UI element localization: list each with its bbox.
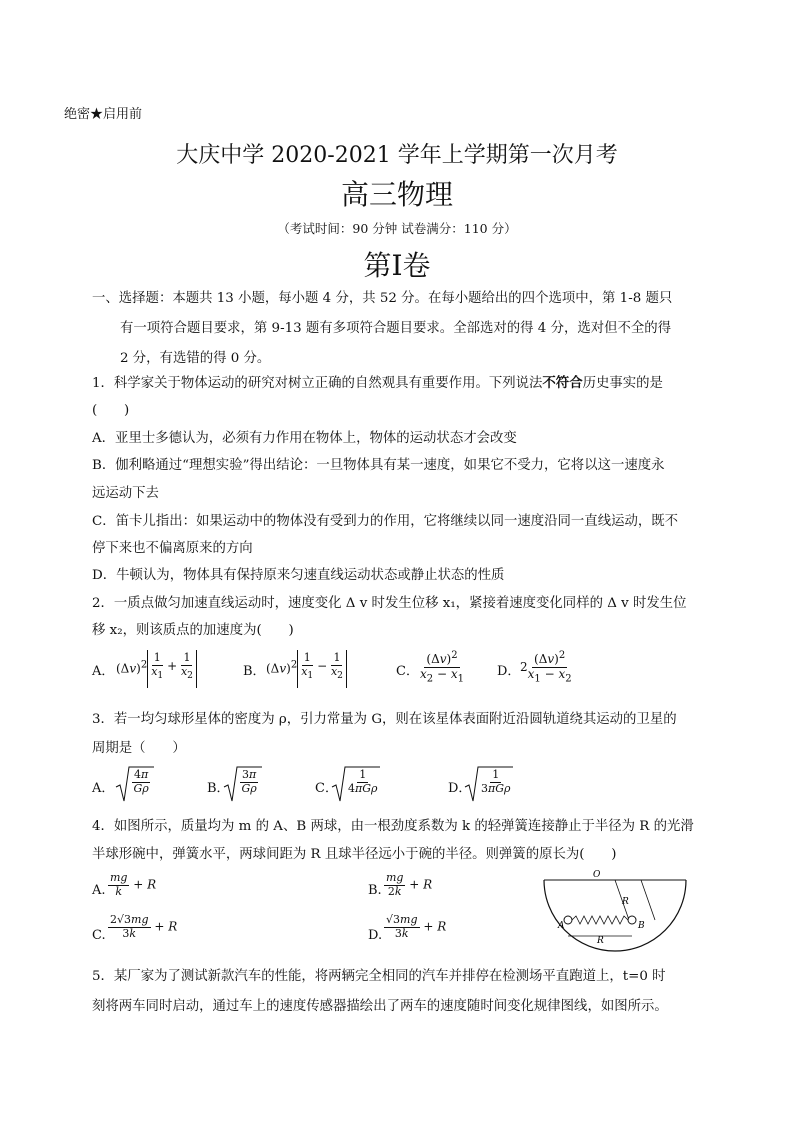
q3-option-c-formula: 1 4πGρ: [330, 765, 380, 808]
q1-option-d: D．牛顿认为，物体具有保持原来匀速直线运动状态或静止状态的性质: [92, 568, 505, 583]
label-r-distance: R: [597, 936, 604, 946]
q1-option-c-line2: 停下来也不偏离原来的方向: [92, 541, 253, 556]
q2-option-c-formula: $\frac{(\Delta v)^2}{x_2 - x_1}$: [420, 650, 464, 685]
q2-option-b-formula: $(\Delta v)^2$ $\frac{1}{x_1}$ − $\frac{1}{x_2}$: [266, 650, 347, 688]
bowl-arc: [544, 880, 686, 951]
exam-info: （考试时间：90 分钟 试卷满分：110 分）: [277, 221, 517, 236]
label-r: R: [622, 897, 629, 907]
confidential-label: 绝密★启用前: [64, 107, 143, 122]
exam-title: 大庆中学 2020-2021 学年上学期第一次月考: [176, 143, 618, 168]
q3-option-d-label: D．: [448, 781, 472, 796]
q1-option-a: A．亚里士多德认为，必须有力作用在物体上，物体的运动状态才会改变: [92, 431, 517, 446]
q4-stem-line2: 半球形碗中，弹簧水平，两球间距为 R 且球半径远小于碗的半径。则弹簧的原长为( ): [92, 847, 617, 862]
label-a: A: [558, 921, 565, 931]
section1-line1: 一、选择题：本题共 13 小题，每小题 4 分，共 52 分。在每小题给出的四个选项中，第 1-8 题只: [92, 291, 673, 306]
q1-option-b-line1: B．伽利略通过“理想实验”得出结论：一旦物体具有某一速度，如果它不受力，它将以这一速度永: [92, 458, 665, 473]
q2-option-b-label: B．: [243, 664, 266, 679]
q4-option-d-formula: $\frac{√3mg}{3k}$ + R: [386, 913, 447, 940]
q1-stem: [92, 377, 663, 390]
section1-line3: 2 分，有选错的得 0 分。: [120, 351, 271, 366]
q3-option-b-formula: $\frac{3\pi}{G\rho}$: [222, 765, 262, 808]
q3-option-a-formula: $\frac{4\pi}{G\rho}$: [114, 765, 154, 808]
volume-title: 第Ⅰ卷: [363, 249, 431, 282]
q1-option-c-line1: C．笛卡儿指出：如果运动中的物体没有受到力的作用，它将继续以同一速度沿同一直线运动，既不: [92, 514, 679, 529]
q2-option-c-label: C．: [396, 664, 419, 679]
q2-option-a-formula: $(\Delta v)^2$ $\frac{1}{x_1}$ + $\frac{1}{x_2}$: [116, 650, 197, 688]
q4-option-b-formula: $\frac{mg}{2k}$ + R: [386, 871, 433, 898]
q2-stem-line1: 2．一质点做匀加速直线运动时，速度变化 Δ v 时发生位移 x₁，紧接着速度变化同样的 Δ v 时发生位: [92, 596, 687, 611]
ball-b: [628, 916, 636, 924]
q2-stem-line2: 移 x₂，则该质点的加速度为( ): [92, 623, 294, 638]
radius-line-b: [641, 880, 655, 920]
label-b: B: [638, 921, 645, 931]
q1-stem-text-end: 历史事实的是: [582, 376, 663, 391]
q3-option-b-label: B．: [207, 781, 230, 796]
q4-option-a-formula: $\frac{mg}{k}$ + R: [110, 871, 157, 898]
spring: [572, 916, 628, 924]
q4-option-a-label: A.: [92, 883, 106, 898]
ball-a: [564, 916, 572, 924]
q3-option-a-label: A．: [92, 781, 115, 796]
subject-title: 高三物理: [340, 178, 453, 211]
section1-line2: 有一项符合题目要求，第 9-13 题有多项符合题目要求。全部选对的得 4 分，选对但不全的得: [120, 321, 672, 336]
q3-option-c-label: C．: [315, 781, 338, 796]
q4-option-d-label: D.: [368, 928, 383, 943]
q5-stem-line1: 5．某厂家为了测试新款汽车的性能，将两辆完全相同的汽车并排停在检测场平直跑道上，t=0 时: [92, 969, 666, 984]
q4-option-c-formula: $\frac{2√3mg}{3k}$ + R: [110, 913, 178, 940]
q4-option-c-label: C.: [92, 928, 106, 943]
q1-option-b-line2: 远运动下去: [92, 486, 159, 501]
q5-stem-line2: 刻将两车同时启动，通过车上的速度传感器描绘出了两车的速度随时间变化规律图线，如图所示。: [92, 999, 668, 1014]
q2-option-d-formula: 2 $\frac{(\Delta v)^2}{x_1 - x_2}$: [520, 650, 572, 685]
q1-blank: ( ): [92, 403, 130, 418]
q3-stem-line1: 3．若一均匀球形星体的密度为 ρ，引力常量为 G，则在该星体表面附近沿圆轨道绕其运动的卫星的: [92, 712, 677, 727]
q3-stem-line2: 周期是（ ）: [92, 741, 186, 756]
q2-option-a-label: A．: [92, 664, 115, 679]
q4-option-b-label: B.: [368, 883, 382, 898]
q1-stem-emphasis: 不符合: [542, 375, 583, 391]
q3-option-d-formula: 1 3πGρ: [463, 765, 513, 808]
q2-option-d-label: D．: [497, 664, 521, 679]
label-o: O: [593, 870, 601, 880]
q1-stem-text: 1．科学家关于物体运动的研究对树立正确的自然观具有重要作用。下列说法: [92, 376, 543, 391]
q4-bowl-diagram: [540, 870, 690, 950]
q4-stem-line1: 4．如图所示，质量均为 m 的 A、B 两球，由一根劲度系数为 k 的轻弹簧连接静止于半径为 R 的光滑: [92, 819, 694, 834]
